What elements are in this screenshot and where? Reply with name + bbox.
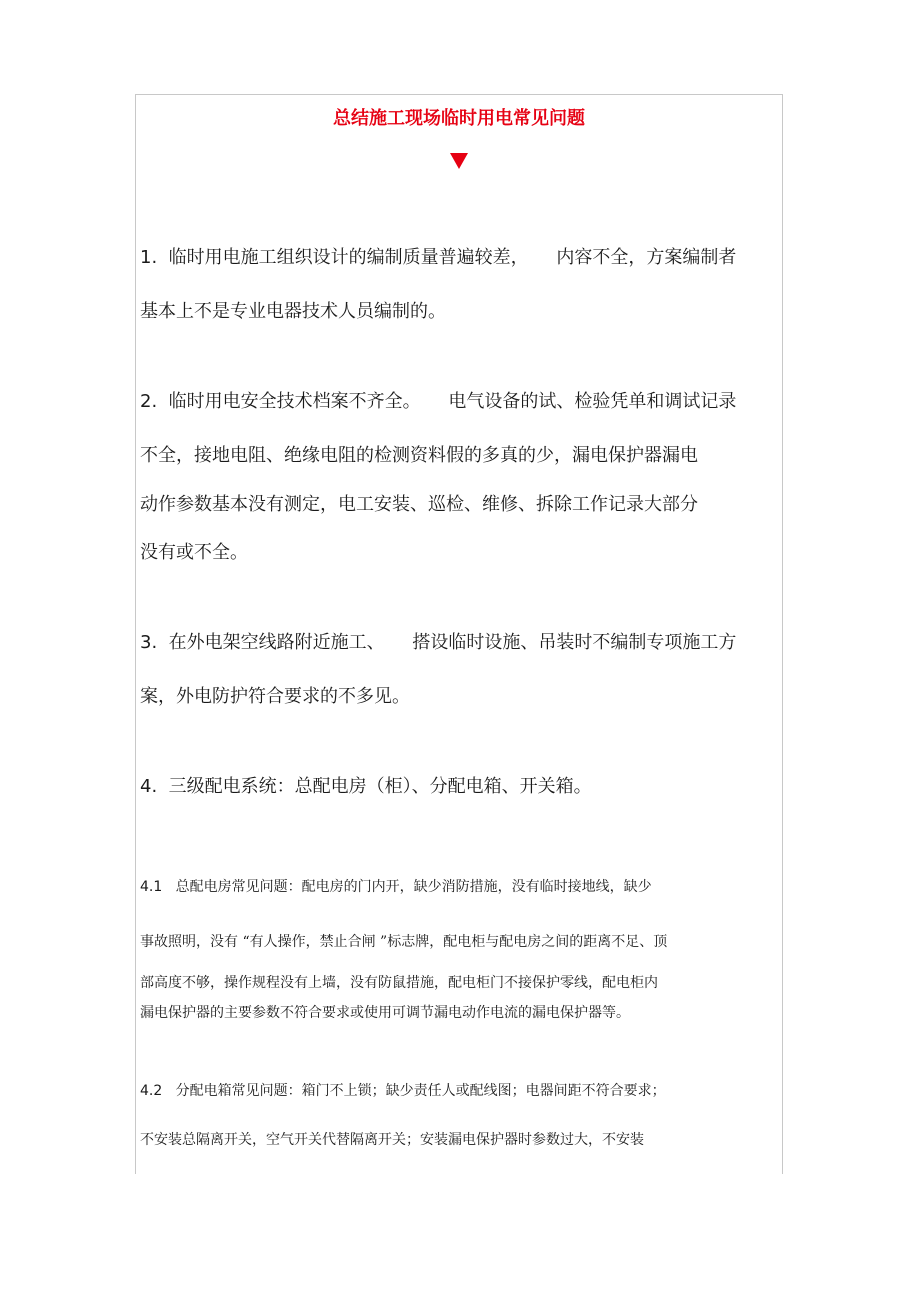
down-triangle-icon: [450, 153, 468, 169]
section-4-1-line-4: [140, 1002, 630, 1024]
paragraph-text: 临时用电施工组织设计的编制质量普遍较差，: [168, 247, 529, 268]
section-4-1-line-3: [140, 972, 658, 994]
section-number: 4.2: [140, 1083, 163, 1099]
paragraph-text: 内容不全，方案编制者: [556, 247, 737, 268]
section-number: 3.: [140, 632, 158, 653]
document-title: 总结施工现场临时用电常见问题: [333, 108, 585, 129]
paragraph-text: 分配电箱常见问题：箱门不上锁；缺少责任人或配线图；电器间距不符合要求；: [175, 1083, 666, 1099]
paragraph-text: 动作参数基本没有测定，电工安装、巡检、维修、拆除工作记录大部分: [140, 494, 698, 515]
section-number: 4.: [140, 776, 158, 797]
paragraph-text: 案，外电防护符合要求的不多见。: [140, 686, 410, 707]
paragraph-text: 漏电保护器的主要参数不符合要求或使用可调节漏电动作电流的漏电保护器等。: [140, 1005, 630, 1021]
section-2-line-1: [140, 389, 736, 415]
section-1-line-2: [140, 299, 446, 325]
section-3-line-1: [140, 630, 736, 656]
paragraph-text: 搭设临时设施、吊装时不编制专项施工方: [412, 632, 737, 653]
section-4-1-line-1: [140, 876, 652, 898]
section-4-1-line-2: [140, 931, 667, 953]
paragraph-text: 部高度不够，操作规程没有上墙，没有防鼠措施，配电柜门不接保护零线，配电柜内: [140, 975, 658, 991]
paragraph-text: 三级配电系统：总配电房（柜）、分配电箱、开关箱。: [168, 776, 592, 797]
section-number: 1.: [140, 247, 158, 268]
section-number: 4.1: [140, 879, 163, 895]
paragraph-text: 电气设备的试、检验凭单和调试记录: [448, 391, 737, 412]
paragraph-text: 没有或不全。: [140, 542, 248, 563]
section-2-line-4: [140, 540, 248, 566]
section-number: 2.: [140, 391, 158, 412]
paragraph-text: 不全，接地电阻、绝缘电阻的检测资料假的多真的少，漏电保护器漏电: [140, 445, 698, 466]
section-2-line-2: [140, 443, 698, 469]
paragraph-text: 不安装总隔离开关，空气开关代替隔离开关；安装漏电保护器时参数过大，不安装: [140, 1132, 644, 1148]
section-1-line-1: [140, 245, 736, 271]
section-3-line-2: [140, 684, 410, 710]
section-4-line-1: [140, 774, 592, 800]
section-2-line-3: [140, 492, 698, 518]
section-4-2-line-1: [140, 1080, 666, 1102]
paragraph-text: 总配电房常见问题：配电房的门内开，缺少消防措施，没有临时接地线，缺少: [175, 879, 652, 895]
paragraph-text: 在外电架空线路附近施工、: [168, 632, 385, 653]
paragraph-text: 临时用电安全技术档案不齐全。: [168, 391, 421, 412]
paragraph-text: 基本上不是专业电器技术人员编制的。: [140, 301, 446, 322]
section-4-2-line-2: [140, 1129, 644, 1151]
paragraph-text: 事故照明，没有 “有人操作，禁止合闸 ”标志牌，配电柜与配电房之间的距离不足、顶: [140, 934, 668, 950]
